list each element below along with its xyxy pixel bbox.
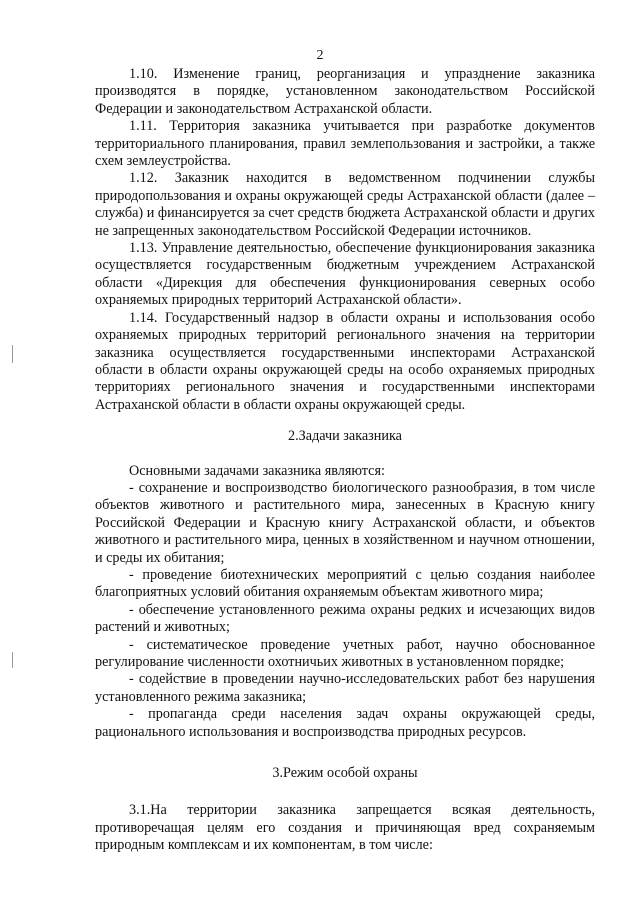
task-item: - проведение биотехнических мероприятий с целью создания наиболее благоприятных условий обитания охраняемым объектам животного мира; [95, 566, 595, 601]
task-item: - сохранение и воспроизводство биологического разнообразия, в том числе объектов животного и растительного мира, занесенных в Красную книгу Российской Федерации и Красную книгу Астраханской области, и объектов животного и растительного мира, ценных в хозяйственном и научном отношении, и среды их обитания; [95, 479, 595, 566]
paragraph-3-1: 3.1.На территории заказника запрещается всякая деятельность, противоречащая целям его создания и причиняющая вред сохраняемым природным комплексам и их компонентам, в том числе: [95, 802, 595, 854]
task-item: - систематическое проведение учетных работ, научно обоснованное регулирование численности охотничьих животных в установленном порядке; [95, 636, 595, 670]
task-item: - содействие в проведении научно-исследовательских работ без нарушения установленного режима заказника; [95, 671, 595, 705]
scan-margin-mark [12, 345, 13, 363]
paragraph-1-11: 1.11. Территория заказника учитывается при разработке документов территориального планирования, правил землепользования и застройки, а также схем землеустройства. [95, 118, 595, 170]
page-number: 2 [316, 48, 324, 63]
paragraph-1-14: 1.14. Государственный надзор в области охраны и использования особо охраняемых природных территорий регионального значения на территории заказника осуществляется государственными инспекторами Астраханской области в области охраны окружающей среды на особо охраняемых природных территориях регионального значения и государственными инспекторами Астраханской области в области охраны окружающей среды. [95, 309, 595, 413]
scan-margin-mark [12, 652, 13, 668]
task-item: - обеспечение установленного режима охраны редких и исчезающих видов растений и животных; [95, 601, 595, 636]
section-2-intro: Основными задачами заказника являются: [129, 462, 385, 479]
paragraph-1-10: 1.10. Изменение границ, реорганизация и упразднение заказника производятся в порядке, установленном законодательством Российской Федерации и законодательством Астраханской области. [95, 66, 595, 117]
section-2-heading: 2.Задачи заказника [288, 428, 402, 445]
task-item: - пропаганда среди населения задач охраны окружающей среды, рационального использования и воспроизводства природных ресурсов. [95, 706, 595, 740]
paragraph-1-12: 1.12. Заказник находится в ведомственном подчинении службы природопользования и охраны окружающей среды Астраханской области (далее – служба) и финансируется за счет средств бюджета Астраханской области и других не запрещенных законодательством Российской Федерации источников. [95, 170, 595, 239]
section-3-heading: 3.Режим особой охраны [272, 765, 418, 782]
paragraph-1-13: 1.13. Управление деятельностью, обеспечение функционирования заказника осуществляется государственным бюджетным учреждением Астраханской области «Дирекция для обеспечения функционирования северных особо охраняемых природных территорий Астраханской области». [95, 240, 595, 309]
document-body [95, 66, 595, 855]
